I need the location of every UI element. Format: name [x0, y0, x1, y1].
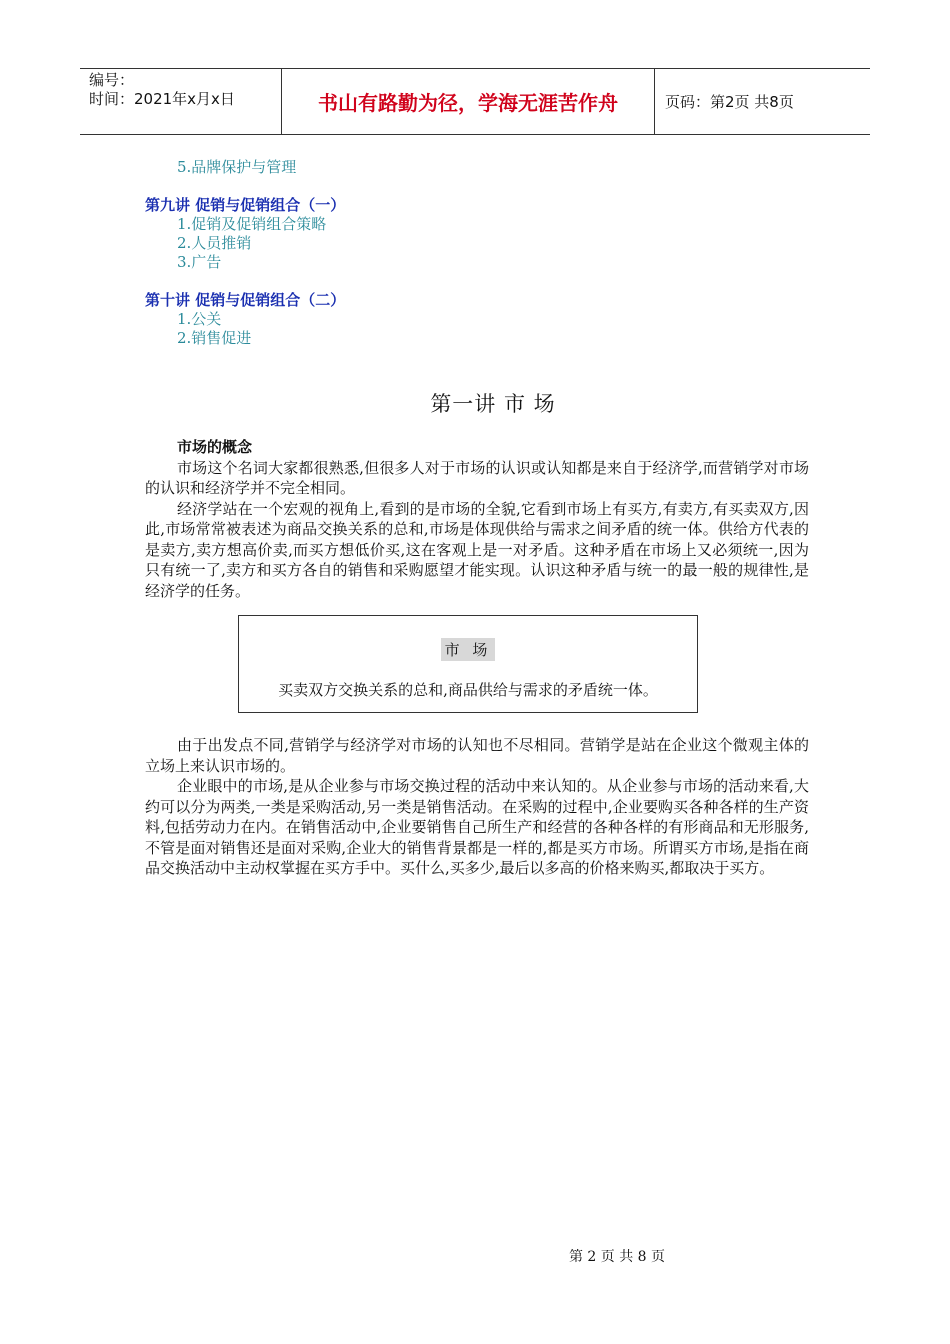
section-continued [145, 735, 809, 879]
section-market-concept [145, 437, 809, 601]
toc-item: 3.广告 [177, 253, 222, 271]
toc-item: 1.公关 [177, 310, 222, 328]
definition-box [238, 615, 698, 713]
toc-lecture-10: 第十讲 促销与促销组合（二） [145, 291, 346, 309]
definition-title: 市 场 [441, 638, 496, 661]
header-page-info: 页码：第2页 共8页 [665, 93, 794, 111]
toc-item: 2.销售促进 [177, 329, 252, 347]
toc-item: 2.人员推销 [177, 234, 252, 252]
toc-item: 5.品牌保护与管理 [177, 158, 297, 176]
paragraph: 市场这个名词大家都很熟悉,但很多人对于市场的认识或认知都是来自于经济学,而营销学对市场的认识和经济学并不完全相同。 [145, 458, 809, 497]
page-footer: 第 2 页 共 8 页 [568, 1249, 666, 1265]
definition-text: 买卖双方交换关系的总和,商品供给与需求的矛盾统一体。 [278, 681, 658, 699]
time-label: 时间：2021年x月x日 [89, 90, 235, 108]
section-heading: 市场的概念 [177, 438, 253, 456]
toc-item: 1.促销及促销组合策略 [177, 215, 327, 233]
paragraph: 企业眼中的市场,是从企业参与市场交换过程的活动中来认知的。从企业参与市场的活动来看,大约可以分为两类,一类是采购活动,另一类是销售活动。在采购的过程中,企业要购买各种各样的生产资料,包括劳动力在内。在销售活动中,企业要销售自己所生产和经营的各种各样的有形商品和无形服务,不管是面对销售还是面对采购,企业大的销售背景都是一样的,都是买方市场。所谓买方市场,是指在商品交换活动中主动权掌握在买方手中。买什么,买多少,最后以多高的价格来购买,都取决于买方。 [145, 777, 809, 877]
table-of-contents [145, 158, 345, 348]
header-meta [80, 69, 281, 134]
page-header [80, 68, 870, 135]
paragraph: 由于出发点不同,营销学与经济学对市场的认知也不尽相同。营销学是站在企业这个微观主体的立场上来认识市场的。 [145, 736, 809, 775]
toc-lecture-9: 第九讲 促销与促销组合（一） [145, 196, 346, 214]
paragraph: 经济学站在一个宏观的视角上,看到的是市场的全貌,它看到市场上有买方,有卖方,有买卖双方,因此,市场常常被表述为商品交换关系的总和,市场是体现供给与需求之间矛盾的统一体。供给方代表的是卖方,卖方想高价卖,而买方想低价买,这在客观上是一对矛盾。这种矛盾在市场上又必须统一,因为只有统一了,卖方和买方各自的销售和采购愿望才能实现。认识这种矛盾与统一的最一般的规律性,是经济学的任务。 [145, 499, 809, 600]
header-motto: 书山有路勤为径，学海无涯苦作舟 [281, 69, 655, 134]
number-label: 编号： [89, 71, 135, 89]
chapter-title: 第一讲 市 场 [430, 392, 556, 416]
